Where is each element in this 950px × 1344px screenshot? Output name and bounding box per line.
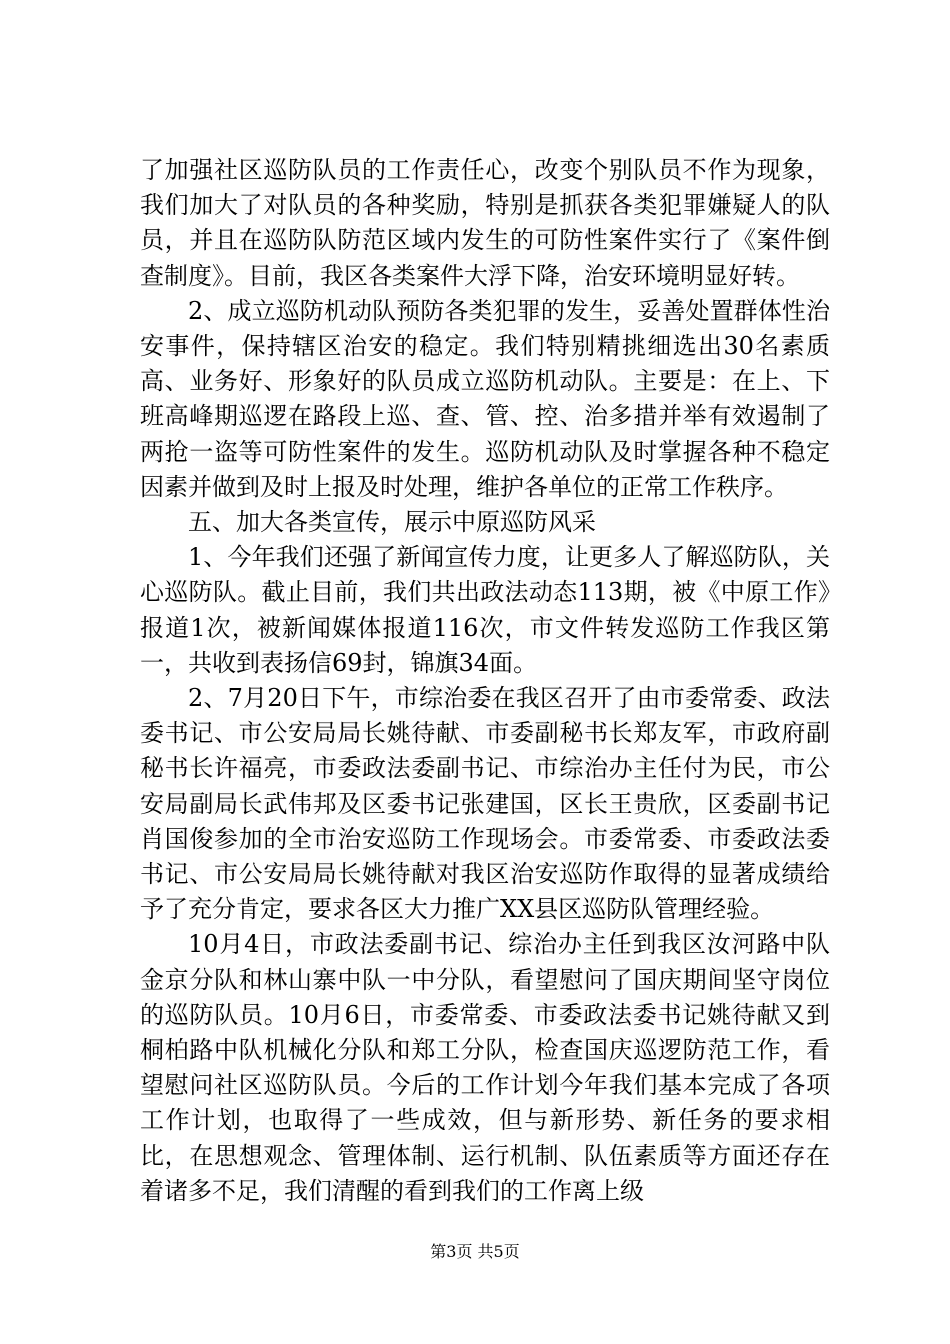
paragraph-1: 了加强社区巡防队员的工作责任心，改变个别队员不作为现象，我们加大了对队员的各种奖励，特别是抓获各类犯罪嫌疑人的队员，并且在巡防队防范区域内发生的可防性案件实行了《案件倒查制度》。目前，我区各类案件大浮下降，治安环境明显好转。	[140, 156, 830, 290]
section-heading: 五、加大各类宣传，展示中原巡防风采	[188, 508, 596, 537]
paragraph-2: 2、成立巡防机动队预防各类犯罪的发生，妥善处置群体性治安事件，保持辖区治安的稳定。我们特别精挑细选出30名素质高、业务好、形象好的队员成立巡防机动队。主要是：在上、下班高峰期巡逻在路段上巡、查、管、控、治多措并举有效遏制了两抢一盗等可防性案件的发生。巡防机动队及时掌握各种不稳定因素并做到及时上报及时处理，维护各单位的正常工作秩序。	[140, 296, 830, 501]
paragraph-4: 2、7月20日下午，市综治委在我区召开了由市委常委、政法委书记、市公安局局长姚待献、市委副秘书长郑友军，市政府副秘书长许福亮，市委政法委副书记、市综治办主任付为民，市公安局副局长武伟邦及区委书记张建国，区长王贵欣，区委副书记肖国俊参加的全市治安巡防工作现场会。市委常委、市委政法委书记、市公安局局长姚待献对我区治安巡防作取得的显著成绩给予了充分肯定，要求各区大力推广XX县区巡防队管理经验。	[140, 684, 830, 924]
paragraph-5: 10月4日，市政法委副书记、综治办主任到我区汝河路中队金京分队和林山寨中队一中分队，看望慰问了国庆期间坚守岗位的巡防队员。10月6日，市委常委、市委政法委书记姚待献又到桐柏路中队机械化分队和郑工分队，检查国庆巡逻防范工作，看望慰问社区巡防队员。今后的工作计划今年我们基本完成了各项工作计划，也取得了一些成效，但与新形势、新任务的要求相比，在思想观念、管理体制、运行机制、队伍素质等方面还存在着诸多不足，我们清醒的看到我们的工作离上级	[140, 930, 830, 1205]
page-footer: 第3页 共5页	[430, 1242, 520, 1261]
document-body	[140, 153, 830, 1209]
paragraph-3: 1、今年我们还强了新闻宣传力度，让更多人了解巡防队，关心巡防队。截止目前，我们共出政法动态113期，被《中原工作》报道1次，被新闻媒体报道116次，市文件转发巡防工作我区第一，共收到表扬信69封，锦旗34面。	[140, 543, 830, 677]
